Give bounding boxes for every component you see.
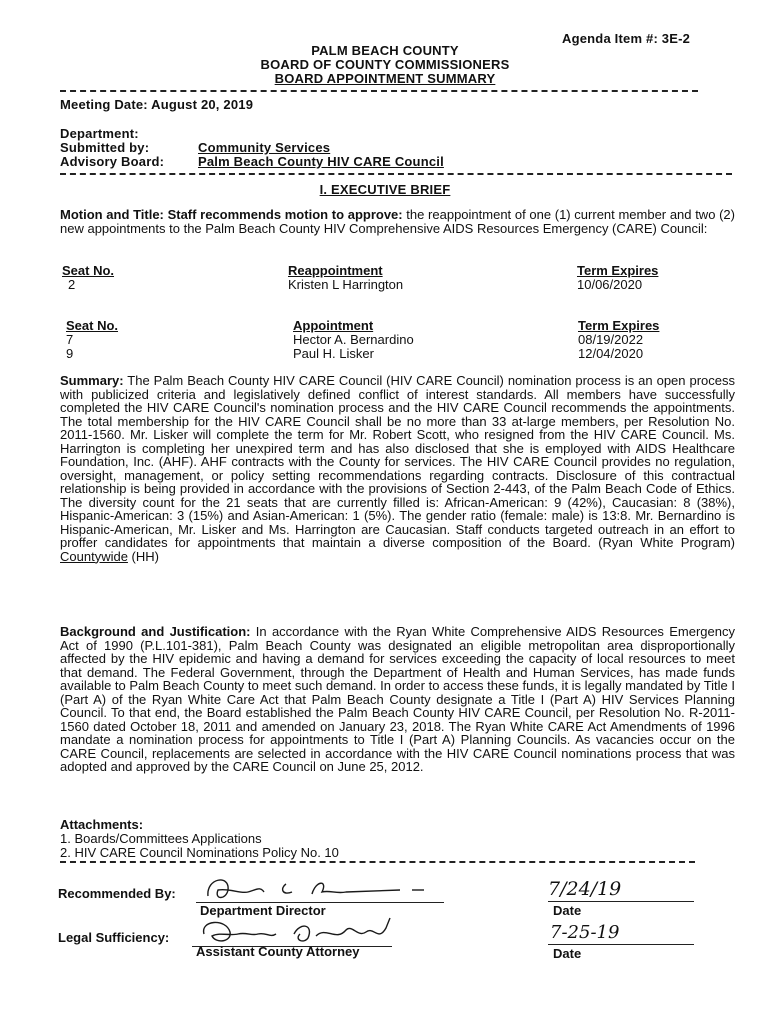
section-heading: I. EXECUTIVE BRIEF (319, 182, 451, 197)
director-signature (200, 870, 440, 906)
meeting-date: Meeting Date: August 20, 2019 (60, 97, 254, 112)
attachment-item: 2. HIV CARE Council Nominations Policy No. 10 (60, 845, 339, 860)
legal-date-label: Date (553, 946, 582, 961)
submitted-by-label: Submitted by: (60, 140, 150, 155)
appointment-term-header: Term Expires (578, 318, 660, 333)
motion-paragraph (60, 208, 735, 235)
advisory-board-value: Palm Beach County HIV CARE Council (198, 154, 444, 169)
summary-label: Summary: (60, 373, 124, 388)
advisory-board-label: Advisory Board: (60, 154, 165, 169)
recommended-title: Department Director (200, 903, 326, 918)
attachments-label: Attachments: (60, 817, 144, 832)
reappointment-term: 10/06/2020 (577, 277, 643, 292)
header-title: BOARD APPOINTMENT SUMMARY (274, 71, 496, 86)
legal-title: Assistant County Attorney (196, 944, 360, 959)
recommended-date-label: Date (553, 903, 582, 918)
reappointment-name: Kristen L Harrington (288, 277, 404, 292)
appointment-seat-header: Seat No. (66, 318, 119, 333)
summary-text: The Palm Beach County HIV CARE Council (HIV CARE Council) nomination process is an open process with publicized criteria and legislatively defined conflict of interest standards. All members have successfully completed the HIV CARE Council's nomination process and the HIV CARE Council recommends the appointments. The total membership for the HIV CARE Council shall be no more than 33 at-large members, per Resolution No. 2011-1560. Mr. Lisker will complete the term for Mr. Robert Scott, who resigned from the HIV CARE Council. Ms. Harrington is completing her unexpired term and has also disclosed that she is employed with AIDS Healthcare Foundation, Inc. (AHF). AHF contracts with the County for services. The HIV CARE Council provides no regulation, oversight, management, or policy setting recommendations regarding contracts. Disclosure of this contractual relationship is being provided in accordance with the provisions of Section 2-443, of the Palm Beach Code of Ethics. The diversity count for the 21 seats that are currently filled is: African-American: 9 (42%), Caucasian: 8 (38%), Hispanic-American: 3 (15%) and Asian-American: 1 (5%). The gender ratio (female: male) is 13:8. Mr. Bernardino is Hispanic-American, Mr. Lisker and Ms. Harrington are Caucasian. Staff conducts targeted outreach in an effort to proffer candidates for appointments that maintain a diverse composition of the Board. (Ryan White Program) (60, 373, 735, 550)
appointment-name: Paul H. Lisker (293, 346, 374, 361)
summary-paragraph (60, 374, 735, 563)
separator-rule (60, 861, 695, 863)
date-line (548, 901, 694, 902)
appointment-seat: 7 (66, 332, 74, 347)
reappointment-seat-header: Seat No. (62, 263, 115, 278)
appointment-term: 12/04/2020 (578, 346, 644, 361)
appointment-name-header: Appointment (293, 318, 374, 333)
attachment-item: 1. Boards/Committees Applications (60, 831, 262, 846)
appointment-term: 08/19/2022 (578, 332, 644, 347)
submitted-by-value: Community Services (198, 140, 331, 155)
separator-rule (60, 173, 732, 175)
recommended-date: 7/24/19 (548, 878, 622, 900)
motion-label: Motion and Title: Staff recommends motion to approve: (60, 207, 403, 222)
reappointment-term-header: Term Expires (577, 263, 659, 278)
background-paragraph (60, 625, 735, 774)
appointment-name: Hector A. Bernardino (293, 332, 414, 347)
header-board: BOARD OF COUNTY COMMISSIONERS (260, 57, 510, 72)
reappointment-seat: 2 (68, 277, 76, 292)
department-label: Department: (60, 126, 139, 141)
recommended-by-label: Recommended By: (58, 886, 176, 901)
agenda-item: Agenda Item #: 3E-2 (562, 31, 691, 46)
separator-rule (60, 90, 698, 92)
header-county: PALM BEACH COUNTY (311, 43, 459, 58)
countywide-tag: Countywide (60, 548, 128, 564)
appointment-seat: 9 (66, 346, 74, 361)
legal-date: 7-25-19 (550, 922, 620, 943)
date-line (548, 944, 694, 945)
background-text: In accordance with the Ryan White Comprehensive AIDS Resources Emergency Act of 1990 (P.L.101-381), Palm Beach County was designated an eligible metropolitan area disproportionally affected by the HIV epidemic and having a demand for services exceeding the capacity of local resources to meet that demand. The Federal Government, through the Department of Health and Human Services, has made funds available to Palm Beach County to meet such demand. In order to access these funds, it is legally mandated by Title I (Part A) of the Ryan White Care Act that Palm Beach County designate a Title I (Part A) HIV Services Planning Council. To that end, the Board established the Palm Beach County HIV CARE Council, per Resolution No. R-2011-1560 dated October 18, 2011 and amended on January 23, 2018. The Ryan White CARE Act Amendments of 1996 mandate a nomination process for appointments to Title I (Part A) Planning Councils. As vacancies occur on the CARE Council, replacements are selected in accordance with the HIV CARE Council nominations process that was adopted and approved by the CARE Council on June 25, 2012. (60, 624, 735, 774)
reappointment-name-header: Reappointment (288, 263, 383, 278)
motion-text: the reappointment of one (1) current member and two (2) new appointments to the Palm Beach County HIV Comprehensive AIDS Resources Emergency (CARE) Council: (60, 207, 735, 236)
summary-tail: (HH) (127, 548, 159, 564)
legal-sufficiency-label: Legal Sufficiency: (58, 930, 170, 945)
background-label: Background and Justification: (60, 624, 251, 639)
